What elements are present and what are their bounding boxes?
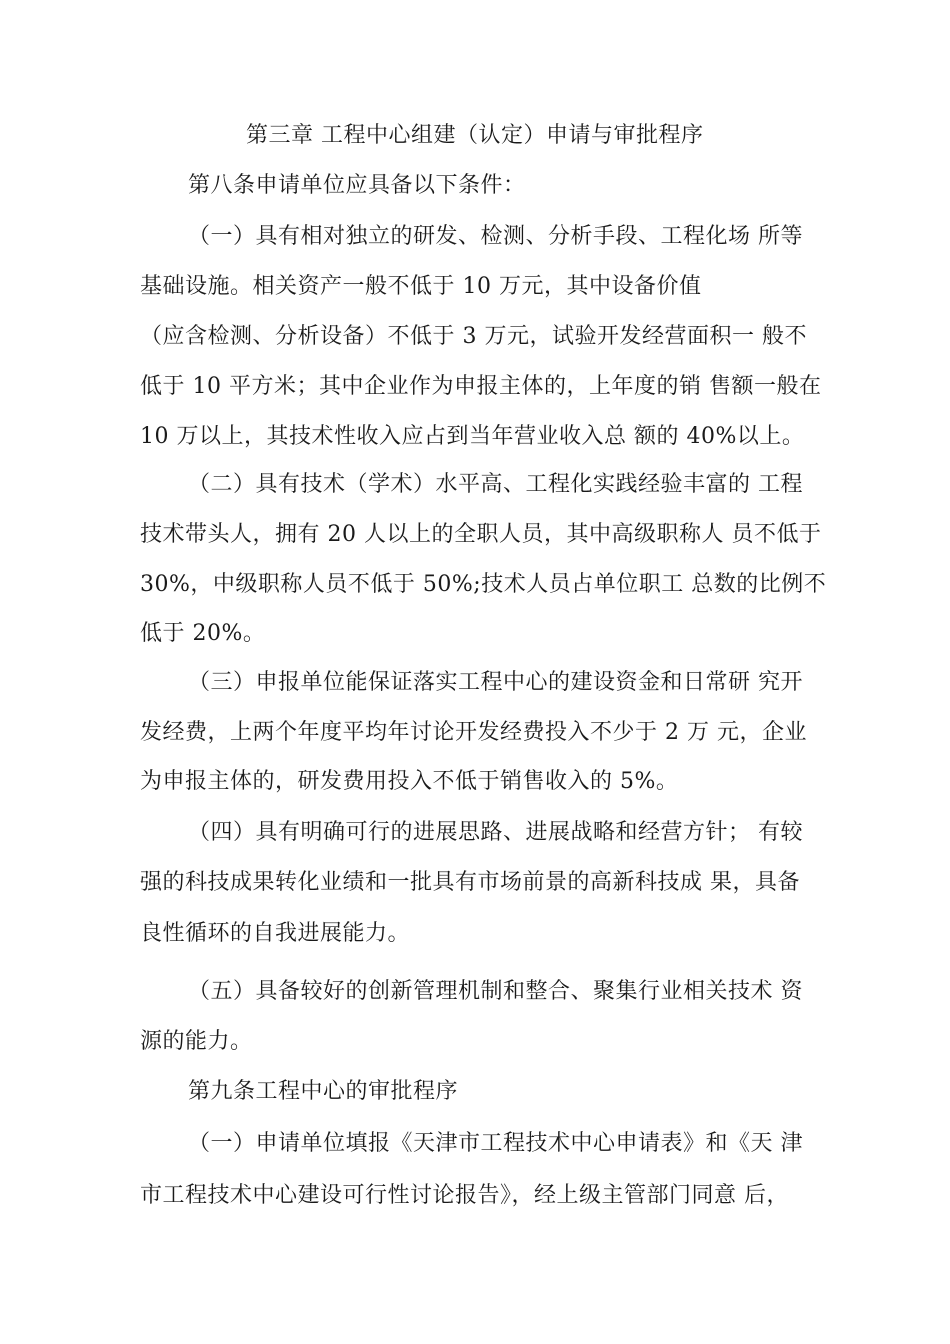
article-8-item-5-line: （五）具备较好的创新管理机制和整合、聚集行业相关技术 资: [188, 979, 803, 1004]
article-8-item-1-line: （一）具有相对独立的研发、检测、分析手段、工程化场 所等: [188, 224, 803, 249]
article-8-item-2-line: 30%，中级职称人员不低于 50%;技术人员占单位职工 总数的比例不: [140, 572, 827, 597]
article-8-item-4-line: 强的科技成果转化业绩和一批具有市场前景的高新科技成 果，具备: [140, 870, 800, 895]
article-8-item-1-line: 基础设施。相关资产一般不低于 10 万元，其中设备价值: [140, 274, 702, 299]
article-8-item-2-line: 技术带头人，拥有 20 人以上的全职人员，其中高级职称人 员不低于: [140, 522, 822, 547]
article-8-item-1-line: 低于 10 平方米；其中企业作为申报主体的，上年度的销 售额一般在: [140, 374, 822, 399]
article-8-item-4-line: （四）具有明确可行的进展思路、进展战略和经营方针； 有较: [188, 820, 803, 845]
article-8-item-2-line: （二）具有技术（学术）水平高、工程化实践经验丰富的 工程: [188, 472, 803, 497]
article-8-item-5-line: 源的能力。: [140, 1029, 253, 1054]
article-9-item-1-line: 市工程技术中心建设可行性讨论报告》，经上级主管部门同意 后，: [140, 1183, 789, 1208]
article-8-item-2-line: 低于 20%。: [140, 621, 266, 646]
article-8-item-1-line: 10 万以上，其技术性收入应占到当年营业收入总 额的 40%以上。: [140, 424, 805, 449]
article-8-heading: 第八条申请单位应具备以下条件：: [188, 173, 526, 198]
chapter-title: 第三章 工程中心组建（认定）申请与审批程序: [246, 123, 704, 148]
article-9-heading: 第九条工程中心的审批程序: [188, 1079, 459, 1104]
article-8-item-3-line: 发经费，上两个年度平均年讨论开发经费投入不少于 2 万 元，企业: [140, 720, 807, 745]
article-8-item-3-line: 为申报主体的，研发费用投入不低于销售收入的 5%。: [140, 769, 679, 794]
article-8-item-3-line: （三）申报单位能保证落实工程中心的建设资金和日常研 究开: [188, 670, 803, 695]
article-9-item-1-line: （一）申请单位填报《天津市工程技术中心申请表》和《天 津: [188, 1131, 803, 1156]
article-8-item-1-line: （应含检测、分析设备）不低于 3 万元，试验开发经营面积一 般不: [140, 324, 807, 349]
article-8-item-4-line: 良性循环的自我进展能力。: [140, 921, 411, 946]
